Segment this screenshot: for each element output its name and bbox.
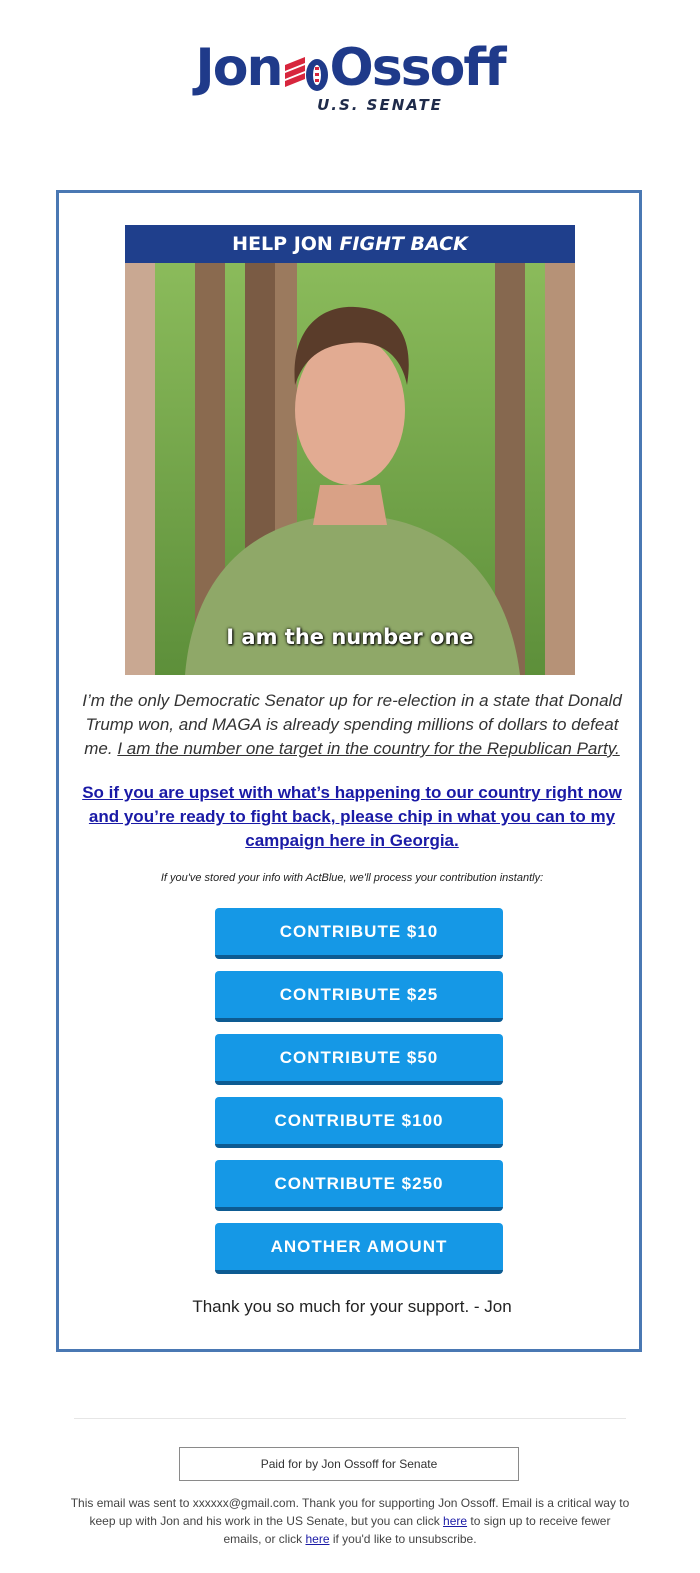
logo-wordmark xyxy=(195,40,504,96)
hero-gif[interactable] xyxy=(125,225,575,675)
flag-stripes-icon xyxy=(283,48,329,88)
logo-first-name: Jon xyxy=(195,38,282,98)
hero-banner-prefix: HELP JON xyxy=(232,233,340,255)
email-card xyxy=(56,190,642,1352)
hero-banner-emphasis: FIGHT BACK xyxy=(339,233,468,255)
contribute-10-button[interactable]: CONTRIBUTE $10 xyxy=(215,908,503,959)
intro-text: I’m the only Democratic Senator up for re-election in a state that Donald Trump won, and MAGA is already spending millions of dollars to defeat me. xyxy=(82,691,622,758)
unsubscribe-link[interactable]: here xyxy=(305,1532,330,1546)
actblue-note: If you've stored your info with ActBlue, we'll process your contribution instantly: xyxy=(160,872,544,884)
fewer-emails-link[interactable]: here xyxy=(443,1514,468,1528)
campaign-logo xyxy=(0,40,700,114)
contribute-100-button[interactable]: CONTRIBUTE $100 xyxy=(215,1097,503,1148)
footer-divider xyxy=(74,1418,626,1419)
intro-underlined: I am the number one target in the country for the Republican Party. xyxy=(117,739,620,758)
another-amount-button[interactable]: ANOTHER AMOUNT xyxy=(215,1223,503,1274)
footer-text-1: This email was sent to xxxxxx@gmail.com. Thank you for supporting Jon Ossoff. Email is a critical way to keep up with Jon and his work in the US Senate, but you can click xyxy=(70,1496,630,1528)
logo-last-name: Ossoff xyxy=(329,38,505,98)
logo-subtitle: U.S. SENATE xyxy=(317,96,443,114)
paid-for-disclaimer: Paid for by Jon Ossoff for Senate xyxy=(179,1447,519,1481)
signoff: Thank you so much for your support. - Jon xyxy=(192,1297,512,1316)
contribute-50-button[interactable]: CONTRIBUTE $50 xyxy=(215,1034,503,1085)
intro-paragraph xyxy=(77,689,627,761)
contribute-25-button[interactable]: CONTRIBUTE $25 xyxy=(215,971,503,1022)
footer-text-3: if you'd like to unsubscribe. xyxy=(329,1532,477,1546)
hero-caption: I am the number one xyxy=(226,625,474,649)
footer-text xyxy=(70,1494,630,1548)
donate-ask-link[interactable]: So if you are upset with what’s happening to our country right now and you’re ready to fight back, please chip in what you can to my campaign here in Georgia. xyxy=(82,783,622,850)
contribute-button-group xyxy=(215,908,503,1286)
footer-text-2: to sign up to receive fewer emails, or click xyxy=(223,1514,611,1546)
hero-banner xyxy=(125,225,575,263)
contribute-250-button[interactable]: CONTRIBUTE $250 xyxy=(215,1160,503,1211)
hero-photo-icon xyxy=(125,225,575,675)
